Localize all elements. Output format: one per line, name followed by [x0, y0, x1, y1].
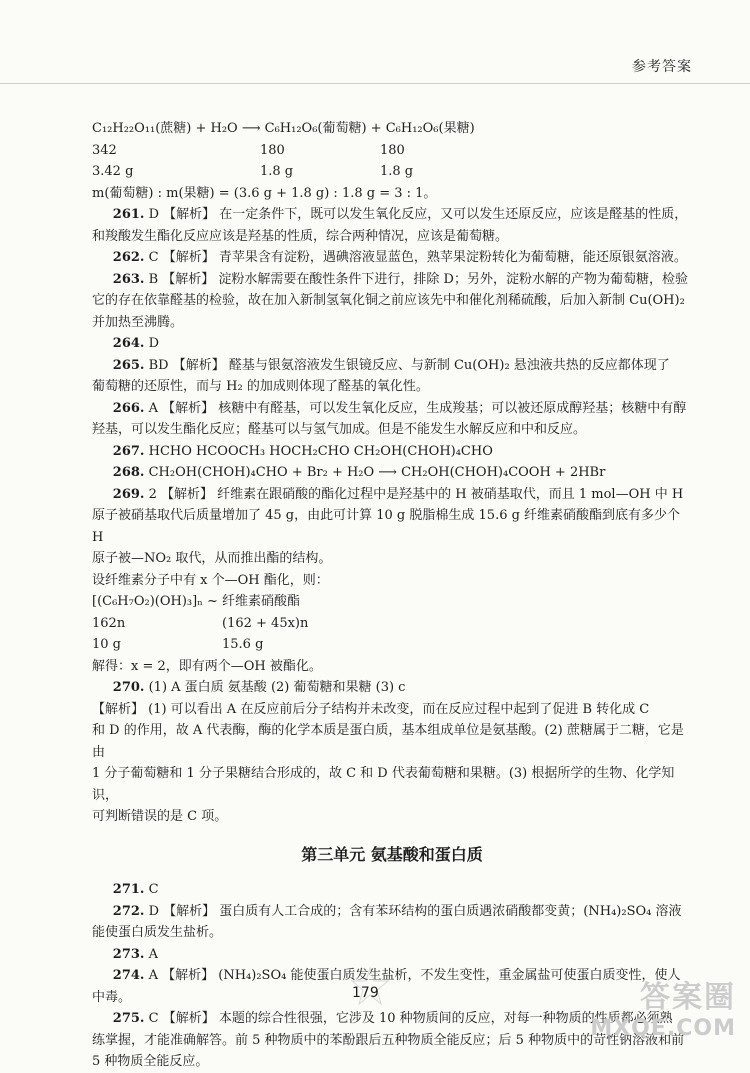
- answer-262: 262. C 【解析】 青苹果含有淀粉，遇碘溶液显蓝色，熟苹果淀粉转化为葡萄糖，能还原银氨溶液。: [112, 250, 687, 265]
- answer-270: 270. (1) A 蛋白质 氨基酸 (2) 葡萄糖和果糖 (3) c: [112, 680, 406, 695]
- answer-263-cont2: 并加热至沸腾。: [92, 314, 184, 330]
- answer-269: 269. 2 【解析】 纤维素在跟硝酸的酯化过程中是羟基中的 H 被硝基取代，而且 1 mol—OH 中 H: [112, 486, 684, 502]
- answer-270-analysis-4: 可判断错误的是 C 项。: [92, 809, 228, 824]
- amount-row: [92, 161, 692, 183]
- answer-270-analysis-3: 1 分子葡萄糖和 1 分子果糖结合形成的，故 C 和 D 代表葡萄糖和果糖。(3) 根据所学的生物、化学知识，: [92, 766, 675, 803]
- answer-265: 265. BD 【解析】 醛基与银氨溶液发生银镜反应、与新制 Cu(OH)₂ 悬浊液共热的反应都体现了: [112, 357, 670, 373]
- answer-266-cont: 羟基，可以发生酯化反应；醛基可以与氢气加成。但是不能发生水解反应和中和反应。: [92, 422, 587, 437]
- answer-271: 271. C: [112, 882, 159, 897]
- answer-275-cont2: 5 种物质全能反应。: [92, 1054, 209, 1069]
- section-title: 第三单元 氨基酸和蛋白质: [301, 844, 483, 864]
- header-title: 参考答案: [632, 59, 692, 75]
- answer-272-cont: 能使蛋白质发生盐析。: [92, 925, 223, 940]
- mass-glucose: 180: [260, 142, 285, 158]
- header-rule: [0, 83, 750, 84]
- sucrose-equation: C₁₂H₂₂O₁₁(蔗糖) + H₂O ⟶ C₆H₁₂O₆(葡萄糖) + C₆H₁₂O₆(果糖): [92, 121, 475, 136]
- answer-265-cont: 葡萄糖的还原性，而与 H₂ 的加成则体现了醛基的氧化性。: [92, 379, 429, 394]
- answer-261: 261. D 【解析】 在一定条件下，既可以发生氧化反应，又可以发生还原反应，应该是醛基的性质，: [112, 207, 688, 222]
- watermark-url: MXQE.COM: [590, 1016, 736, 1041]
- answer-268: 268. CH₂OH(CHOH)₄CHO + Br₂ + H₂O ⟶ CH₂OH(CHOH)₄COOH + 2HBr: [112, 465, 606, 480]
- answer-270-analysis: 【解析】 (1) 可以看出 A 在反应前后分子结构并未改变，而在反应过程中起到了促进 B 转化成 C: [92, 701, 650, 717]
- answer-264: 264. D: [112, 336, 160, 351]
- answer-267: 267. HCHO HCOOCH₃ HOCH₂CHO CH₂OH(CHOH)₄CHO: [112, 443, 493, 459]
- amount-fructose: 1.8 g: [380, 164, 414, 179]
- answer-273: 273. A: [112, 946, 158, 962]
- answer-269-formula: [(C₆H₇O₂)(OH)₃]ₙ ~ 纤维素硝酸酯: [92, 594, 300, 609]
- answer-269-solve: 解得：x = 2，即有两个—OH 被酯化。: [92, 658, 322, 674]
- answer-content: [92, 118, 692, 1073]
- answer-274: 274. A 【解析】 (NH₄)₂SO₄ 能使蛋白质发生盐析，不发生变性，重金属盐可使蛋白质变性，使人中毒。: [92, 968, 681, 1005]
- amount-glucose: 1.8 g: [260, 164, 294, 179]
- answer-261-cont: 和羧酸发生酯化反应应该是羟基的性质，综合两种情况，应该是葡萄糖。: [92, 228, 509, 244]
- answer-275-cont: 练掌握，才能准确解答。前 5 种物质中的苯酚跟后五种物质全能反应；后 5 种物质中的苛性钠溶液和前: [92, 1032, 685, 1048]
- mass-row: [92, 140, 692, 162]
- answer-266: 266. A 【解析】 核糖中有醛基，可以发生氧化反应，生成羧基；可以被还原成醇羟基；核糖中有醇: [112, 400, 687, 416]
- answer-263-cont: 它的存在依靠醛基的检验，故在加入新制氢氧化铜之前应该先中和催化剂稀硫酸，后加入新制 Cu(OH)₂: [92, 293, 685, 308]
- answer-269-cont: 原子被硝基取代后质量增加了 45 g，由此可计算 10 g 脱脂棉生成 15.6 g 纤维素硝酸酯到底有多少个 H: [92, 508, 681, 545]
- mass-sucrose: 342: [92, 142, 117, 158]
- answer-269-row2: 10 g 15.6 g: [92, 637, 264, 652]
- watermark: [590, 972, 736, 1041]
- answer-269-row1: 162n (162 + 45x)n: [92, 615, 309, 631]
- watermark-logo-text: 答案圈: [640, 980, 736, 1015]
- answer-272: 272. D 【解析】 蛋白质有人工合成的；含有苯环结构的蛋白质遇浓硝酸都变黄；(NH₄)₂SO₄ 溶液: [112, 903, 682, 919]
- mass-ratio: m(葡萄糖) : m(果糖) = (3.6 g + 1.8 g) : 1.8 g = 3 : 1。: [92, 185, 437, 201]
- answer-269-cont2: 原子被—NO₂ 取代，从而推出酯的结构。: [92, 551, 332, 566]
- answer-270-analysis-2: 和 D 的作用，故 A 代表酶，酶的化学本质是蛋白质，基本组成单位是氨基酸。(2) 蔗糖属于二糖，它是由: [92, 723, 684, 760]
- answer-263: 263. B 【解析】 淀粉水解需要在酸性条件下进行，排除 D；另外，淀粉水解的产物为葡萄糖，检验: [112, 271, 688, 287]
- answer-269-setup: 设纤维素分子中有 x 个—OH 酯化，则：: [92, 572, 329, 588]
- answer-275: 275. C 【解析】 本题的综合性很强，它涉及 10 种物质间的反应，对每一种物质的性质都必须熟: [112, 1011, 673, 1026]
- amount-sucrose: 3.42 g: [92, 164, 134, 179]
- mass-fructose: 180: [380, 142, 405, 158]
- page-number: 179: [352, 985, 379, 1001]
